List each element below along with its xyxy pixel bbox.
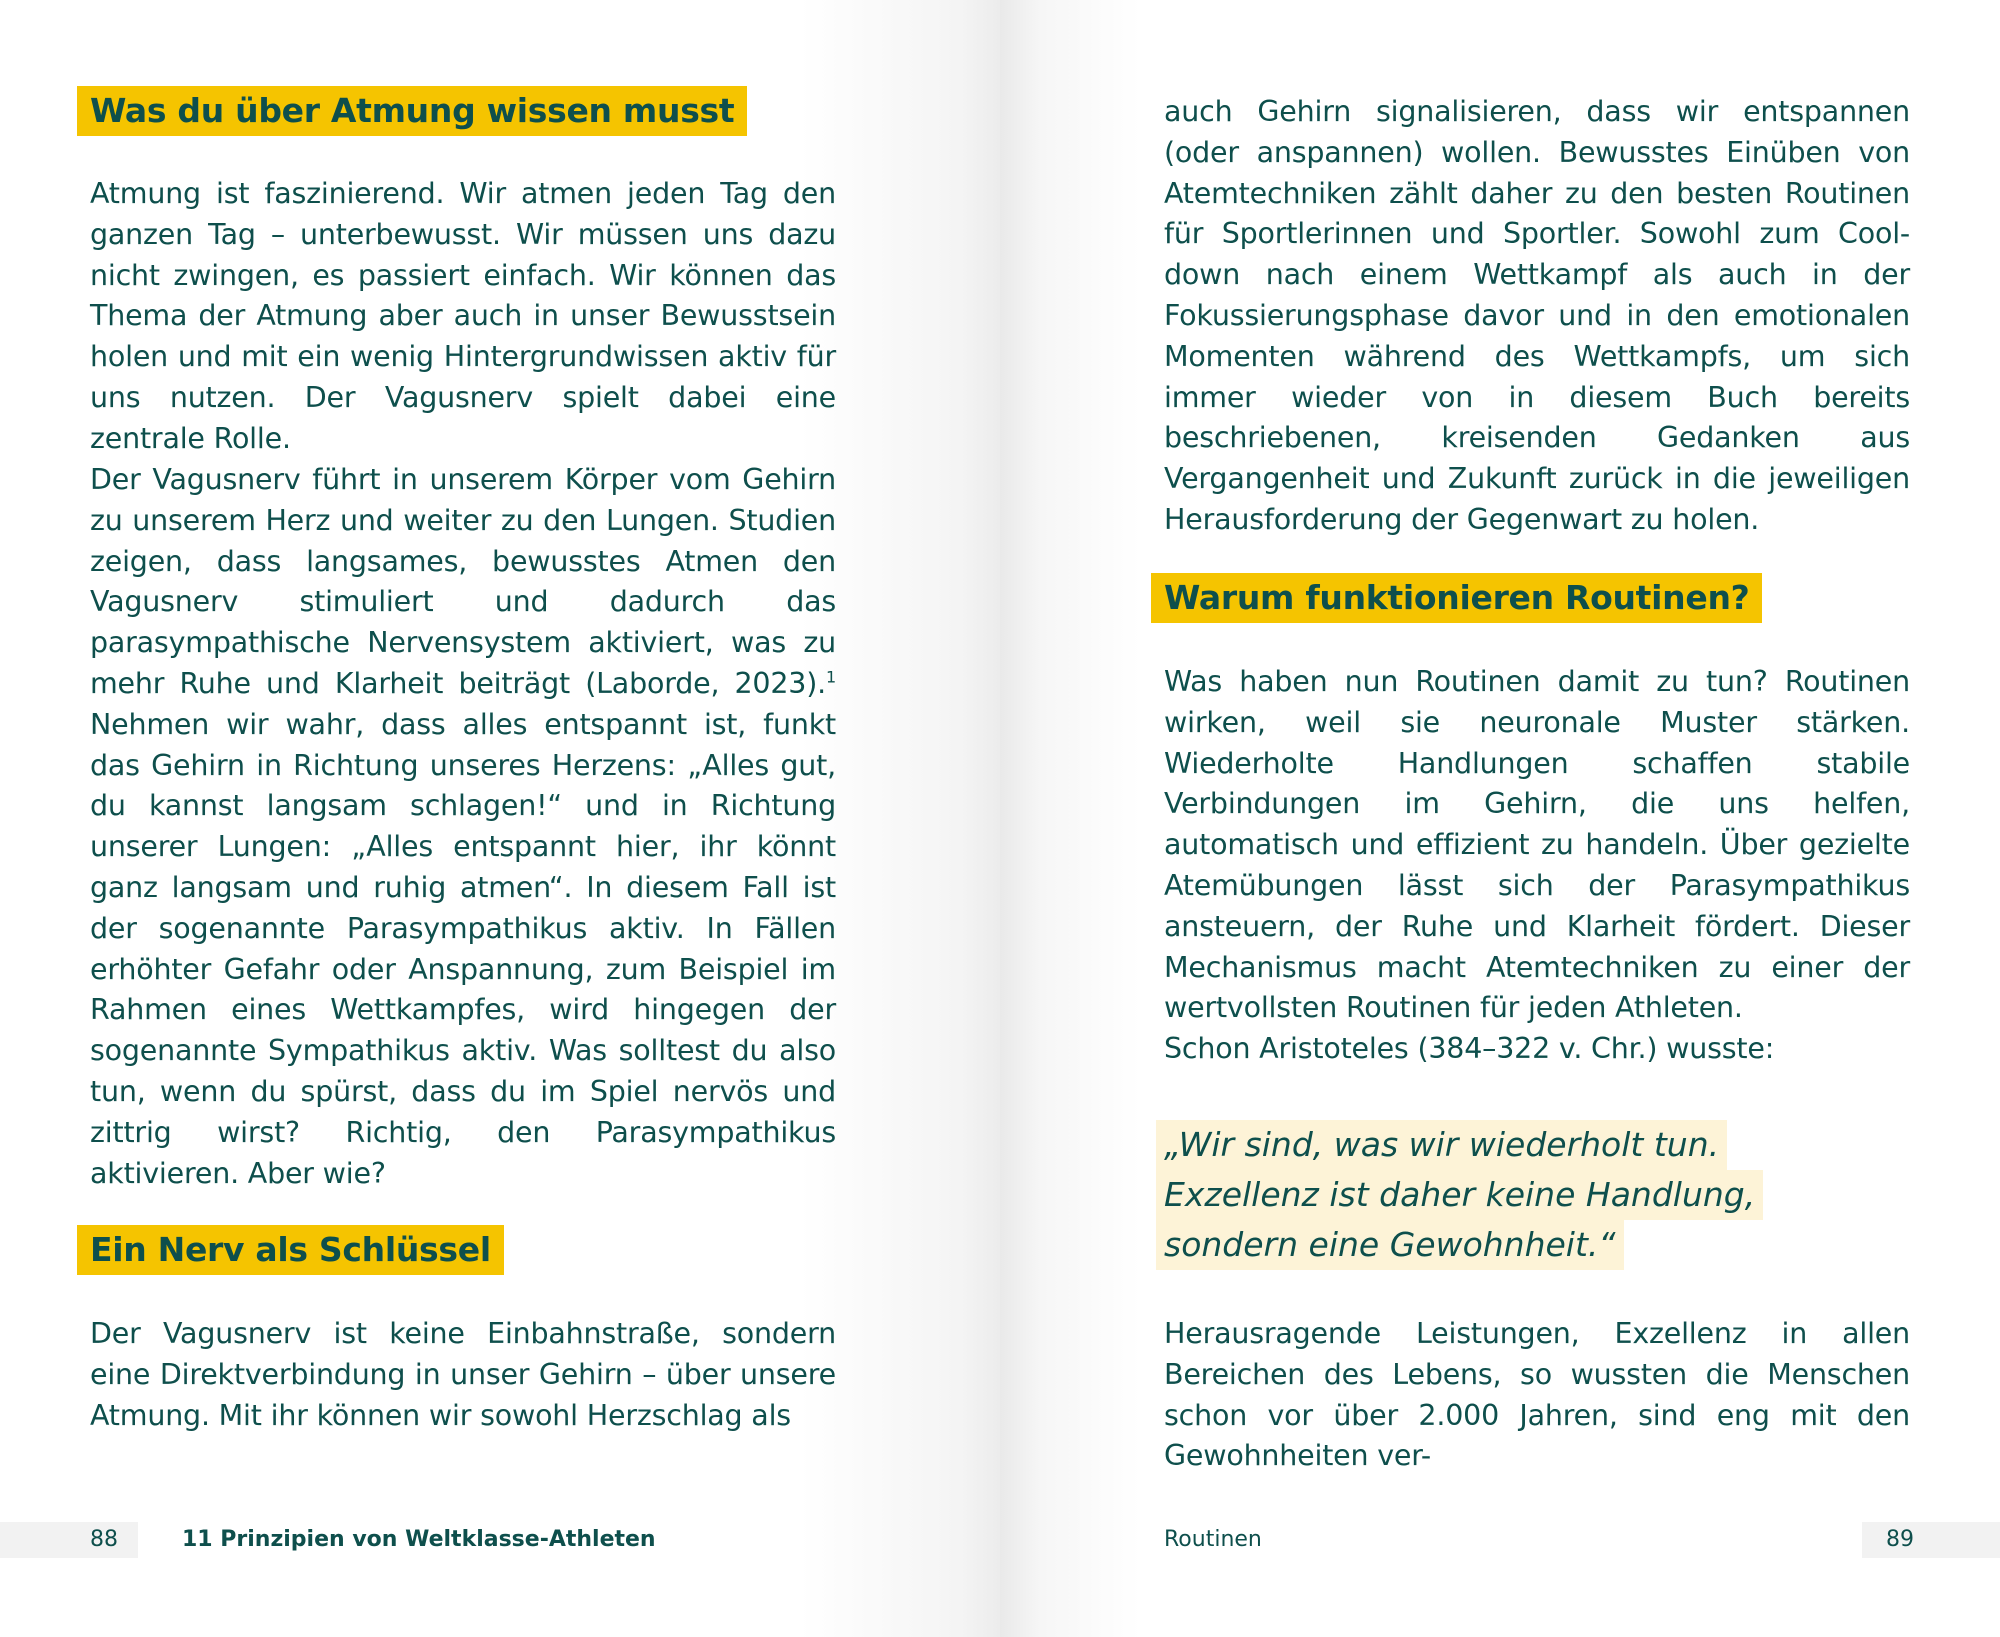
page-number-left: [0, 1522, 138, 1558]
quote-line-1: „Wir sind, was wir wiederholt tun.: [1156, 1120, 1727, 1170]
heading-atmung: Was du über Atmung wissen musst: [77, 86, 747, 136]
quote-line-2: Exzellenz ist daher keine Handlung,: [1156, 1170, 1763, 1220]
paragraph-aristoteles: Schon Aristoteles (384–322 v. Chr.) wusste:: [1164, 1032, 1775, 1065]
right-page: [1000, 0, 2000, 1637]
paragraph-herausragend: Herausragende Leistungen, Exzellenz in allen Bereichen des Lebens, so wussten die Menschen schon vor über 2.000 Jahren, sind eng mit den Gewohnheiten ver-: [1164, 1317, 1910, 1473]
heading-nerv-schluessel: Ein Nerv als Schlüssel: [77, 1225, 504, 1275]
page-number-right-text: 89: [1886, 1527, 1914, 1552]
quote-line-3: sondern eine Gewohnheit.“: [1156, 1220, 1624, 1270]
paragraph-vagusnerv: [90, 460, 836, 1194]
footnote-marker: 1: [826, 667, 836, 687]
aristotle-quote: [1164, 1120, 1763, 1270]
paragraph-vagusnerv-part-a: Der Vagusnerv führt in unserem Körper vom Gehirn zu unserem Herz und weiter zu den Lungen. Studien zeigen, dass langsames, bewusstes Atmen den Vagusnerv stimuliert und dadurch das parasympathische Nervensystem aktiviert, was zu mehr Ruhe und Klarheit beiträgt (Laborde, 2023).: [90, 463, 836, 700]
page-number-left-text: 88: [90, 1527, 118, 1552]
heading-routinen: Warum funktionieren Routinen?: [1151, 573, 1762, 623]
footer-book-title: 11 Prinzipien von Weltklasse-Athleten: [182, 1527, 656, 1552]
paragraph-atemtechniken: auch Gehirn signalisieren, dass wir entspannen (oder anspannen) wollen. Bewusstes Einüben von Atemtechniken zählt daher zu den besten Routinen für Sportlerinnen und Sportler. Sowohl zum Cool-down nach einem Wettkampf als auch in der Fokussierungsphase davor und in den emotionalen Momenten während des Wettkampfs, um sich immer wieder von in diesem Buch bereits beschriebenen, kreisenden Gedanken aus Vergangenheit und Zukunft zurück in die jeweiligen Herausforderung der Gegenwart zu holen.: [1164, 95, 1910, 536]
footer-chapter-title: Routinen: [1164, 1527, 1262, 1552]
paragraph-vagusnerv-part-b: Nehmen wir wahr, dass alles entspannt ist, funkt das Gehirn in Richtung unseres Herzens: „Alles gut, du kannst langsam schlagen!“ und in Richtung unserer Lungen: „Alles entspannt hier, ihr könnt ganz langsam und ruhig atmen“. In diesem Fall ist der sogenannte Parasympathikus aktiv. In Fällen erhöhter Gefahr oder Anspannung, zum Beispiel im Rahmen eines Wettkampfes, wird hingegen der sogenannte Sympathikus aktiv. Was solltest du also tun, wenn du spürst, dass du im Spiel nervös und zittrig wirst? Richtig, den Parasympathikus aktivieren. Aber wie?: [90, 707, 836, 1190]
paragraph-atmung-intro: Atmung ist faszinierend. Wir atmen jeden Tag den ganzen Tag – unterbewusst. Wir müssen uns dazu nicht zwingen, es passiert einfach. Wir können das Thema der Atmung aber auch in unser Bewusstsein holen und mit ein wenig Hintergrundwissen aktiv für uns nutzen. Der Vagusnerv spielt dabei eine zentrale Rolle.: [90, 177, 836, 455]
paragraph-routinen: Was haben nun Routinen damit zu tun? Routinen wirken, weil sie neuronale Muster stärken. Wiederholte Handlungen schaffen stabile Verbindungen im Gehirn, die uns helfen, automatisch und effizient zu handeln. Über gezielte Atemübungen lässt sich der Parasympathikus ansteuern, der Ruhe und Klarheit fördert. Dieser Mechanismus macht Atemtechniken zu einer der wertvollsten Routinen für jeden Athleten.: [1164, 665, 1910, 1025]
page-number-right: [1862, 1522, 2000, 1558]
paragraph-einbahnstrasse: Der Vagusnerv ist keine Einbahnstraße, sondern eine Direktverbindung in unser Gehirn – über unsere Atmung. Mit ihr können wir sowohl Herzschlag als: [90, 1317, 836, 1432]
